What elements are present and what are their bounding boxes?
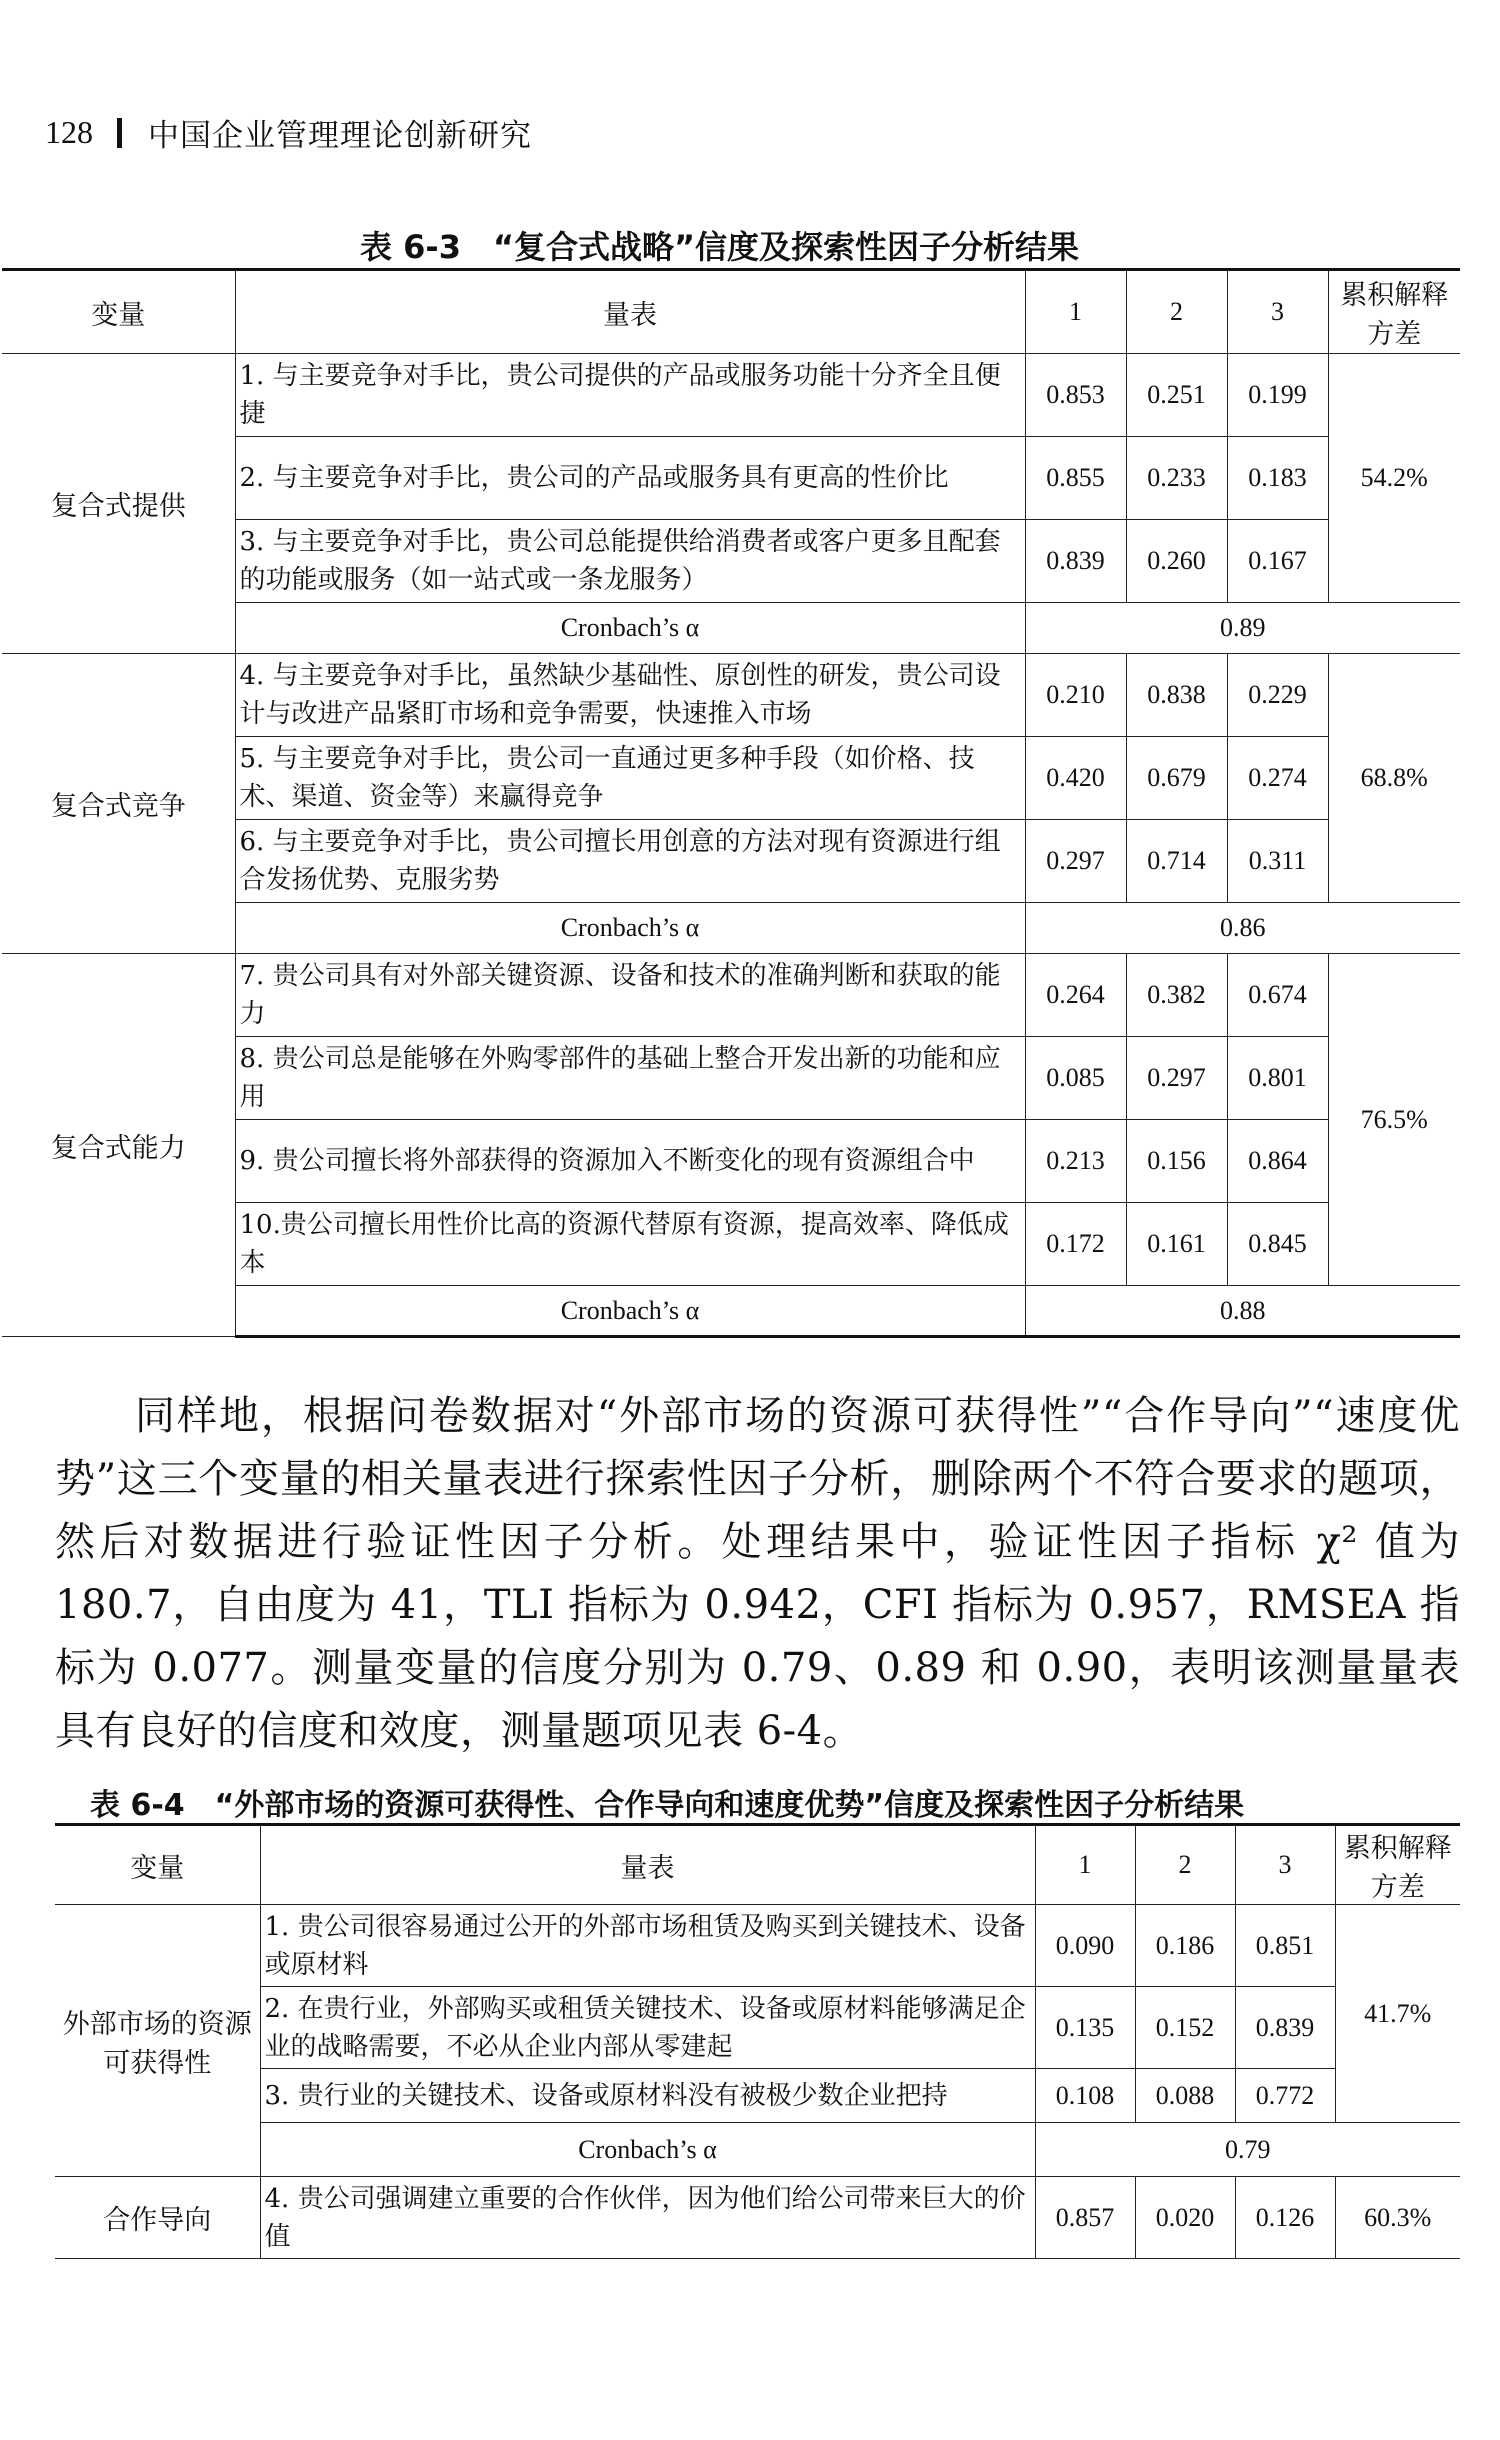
item-text: 1. 贵公司很容易通过公开的外部市场租赁及购买到关键技术、设备或原材料 — [260, 1905, 1035, 1987]
cumulative-variance-cell: 60.3% — [1335, 2177, 1460, 2259]
loading-cell: 0.210 — [1025, 654, 1126, 737]
loading-cell: 0.382 — [1126, 954, 1227, 1037]
loading-cell: 0.679 — [1126, 737, 1227, 820]
item-text: 3. 与主要竞争对手比，贵公司总能提供给消费者或客户更多且配套的功能或服务（如一站式或一条龙服务） — [235, 520, 1025, 603]
loading-cell: 0.183 — [1227, 437, 1328, 520]
header-divider — [117, 118, 122, 148]
loading-cell: 0.251 — [1126, 354, 1227, 437]
loading-cell: 0.260 — [1126, 520, 1227, 603]
loading-cell: 0.085 — [1025, 1037, 1126, 1120]
loading-cell: 0.264 — [1025, 954, 1126, 1037]
loading-cell: 0.855 — [1025, 437, 1126, 520]
paragraph-text: 同样地，根据问卷数据对“外部市场的资源可获得性”“合作导向”“速度优势”这三个变量的相关量表进行探索性因子分析，删除两个不符合要求的题项，然后对数据进行验证性因子分析。处理结果中，验证性因子指标 χ² 值为 180.7，自由度为 41，TLI 指标为 0.942，CFI 指标为 0.957，RMSEA 指标为 0.077。测量变量的信度分别为 0.79、0.89 和 0.90，表明该测量量表具有良好的信度和效度，测量题项见表 6-4。 — [55, 1393, 1460, 1754]
cumulative-variance-cell: 41.7% — [1335, 1905, 1460, 2123]
loading-cell: 0.297 — [1126, 1037, 1227, 1120]
item-text: 2. 在贵行业，外部购买或租赁关键技术、设备或原材料能够满足企业的战略需要，不必从企业内部从零建起 — [260, 1987, 1035, 2069]
data-table — [2, 268, 1460, 1338]
item-text: 4. 贵公司强调建立重要的合作伙伴，因为他们给公司带来巨大的价值 — [260, 2177, 1035, 2259]
header-cumulative-variance: 累积解释方差 — [1328, 270, 1460, 354]
data-table — [55, 1823, 1460, 2259]
header-factor: 2 — [1126, 270, 1227, 354]
alpha-row — [55, 2123, 1460, 2177]
loading-cell: 0.420 — [1025, 737, 1126, 820]
table-row — [2, 954, 1460, 1037]
loading-cell: 0.714 — [1126, 820, 1227, 903]
book-title: 中国企业管理理论创新研究 — [148, 118, 532, 154]
item-text: 3. 贵行业的关键技术、设备或原材料没有被极少数企业把持 — [260, 2069, 1035, 2123]
alpha-value: 0.86 — [1025, 903, 1460, 954]
header-cumulative-variance: 累积解释方差 — [1335, 1825, 1460, 1905]
table-row — [55, 1905, 1460, 1987]
variable-cell: 复合式提供 — [2, 354, 235, 654]
header-scale: 量表 — [235, 270, 1025, 354]
variable-cell: 合作导向 — [55, 2177, 260, 2259]
variable-cell: 复合式能力 — [2, 954, 235, 1337]
loading-cell: 0.853 — [1025, 354, 1126, 437]
table-row — [2, 654, 1460, 737]
cumulative-variance-cell: 76.5% — [1328, 954, 1460, 1286]
alpha-value: 0.88 — [1025, 1286, 1460, 1337]
header-factor: 1 — [1025, 270, 1126, 354]
table-row — [55, 2069, 1460, 2123]
loading-cell: 0.167 — [1227, 520, 1328, 603]
cumulative-variance-cell: 68.8% — [1328, 654, 1460, 903]
loading-cell: 0.199 — [1227, 354, 1328, 437]
loading-cell: 0.229 — [1227, 654, 1328, 737]
loading-cell: 0.233 — [1126, 437, 1227, 520]
alpha-label: Cronbach’s α — [235, 603, 1025, 654]
loading-cell: 0.213 — [1025, 1120, 1126, 1203]
loading-cell: 0.126 — [1235, 2177, 1335, 2259]
header-factor: 2 — [1135, 1825, 1235, 1905]
item-text: 1. 与主要竞争对手比，贵公司提供的产品或服务功能十分齐全且便捷 — [235, 354, 1025, 437]
loading-cell: 0.274 — [1227, 737, 1328, 820]
item-text: 8. 贵公司总是能够在外购零部件的基础上整合开发出新的功能和应用 — [235, 1037, 1025, 1120]
loading-cell: 0.135 — [1035, 1987, 1135, 2069]
alpha-label: Cronbach’s α — [260, 2123, 1035, 2177]
loading-cell: 0.845 — [1227, 1203, 1328, 1286]
loading-cell: 0.161 — [1126, 1203, 1227, 1286]
loading-cell: 0.297 — [1025, 820, 1126, 903]
loading-cell: 0.311 — [1227, 820, 1328, 903]
alpha-value: 0.89 — [1025, 603, 1460, 654]
loading-cell: 0.839 — [1235, 1987, 1335, 2069]
page-header — [45, 110, 532, 155]
header-scale: 量表 — [260, 1825, 1035, 1905]
item-text: 9. 贵公司擅长将外部获得的资源加入不断变化的现有资源组合中 — [235, 1120, 1025, 1203]
table-row — [55, 1987, 1460, 2069]
loading-cell: 0.156 — [1126, 1120, 1227, 1203]
loading-cell: 0.772 — [1235, 2069, 1335, 2123]
alpha-label: Cronbach’s α — [235, 1286, 1025, 1337]
item-text: 10.贵公司擅长用性价比高的资源代替原有资源，提高效率、降低成本 — [235, 1203, 1025, 1286]
item-text: 6. 与主要竞争对手比，贵公司擅长用创意的方法对现有资源进行组合发扬优势、克服劣势 — [235, 820, 1025, 903]
loading-cell: 0.108 — [1035, 2069, 1135, 2123]
loading-cell: 0.020 — [1135, 2177, 1235, 2259]
table-row — [55, 2177, 1460, 2259]
item-text: 5. 与主要竞争对手比，贵公司一直通过更多种手段（如价格、技术、渠道、资金等）来赢得竞争 — [235, 737, 1025, 820]
header-factor: 3 — [1235, 1825, 1335, 1905]
header-factor: 1 — [1035, 1825, 1135, 1905]
item-text: 7. 贵公司具有对外部关键资源、设备和技术的准确判断和获取的能力 — [235, 954, 1025, 1037]
loading-cell: 0.838 — [1126, 654, 1227, 737]
loading-cell: 0.172 — [1025, 1203, 1126, 1286]
header-variable: 变量 — [2, 270, 235, 354]
table-caption: 表 6-4 “外部市场的资源可获得性、合作导向和速度优势”信度及探索性因子分析结果 — [90, 1788, 1245, 1823]
variable-cell: 复合式竞争 — [2, 654, 235, 954]
table-row — [2, 354, 1460, 437]
loading-cell: 0.152 — [1135, 1987, 1235, 2069]
item-text: 4. 与主要竞争对手比，虽然缺少基础性、原创性的研发，贵公司设计与改进产品紧盯市场和竞争需要，快速推入市场 — [235, 654, 1025, 737]
item-text: 2. 与主要竞争对手比，贵公司的产品或服务具有更高的性价比 — [235, 437, 1025, 520]
loading-cell: 0.088 — [1135, 2069, 1235, 2123]
page-number: 128 — [45, 114, 93, 150]
header-variable: 变量 — [55, 1825, 260, 1905]
table-caption: 表 6-3 “复合式战略”信度及探索性因子分析结果 — [360, 228, 1080, 266]
header-factor: 3 — [1227, 270, 1328, 354]
loading-cell: 0.090 — [1035, 1905, 1135, 1987]
loading-cell: 0.857 — [1035, 2177, 1135, 2259]
loading-cell: 0.864 — [1227, 1120, 1328, 1203]
body-paragraph — [55, 1385, 1460, 1763]
variable-cell: 外部市场的资源可获得性 — [55, 1905, 260, 2177]
loading-cell: 0.839 — [1025, 520, 1126, 603]
alpha-value: 0.79 — [1035, 2123, 1460, 2177]
loading-cell: 0.851 — [1235, 1905, 1335, 1987]
loading-cell: 0.801 — [1227, 1037, 1328, 1120]
loading-cell: 0.674 — [1227, 954, 1328, 1037]
cumulative-variance-cell: 54.2% — [1328, 354, 1460, 603]
loading-cell: 0.186 — [1135, 1905, 1235, 1987]
alpha-label: Cronbach’s α — [235, 903, 1025, 954]
